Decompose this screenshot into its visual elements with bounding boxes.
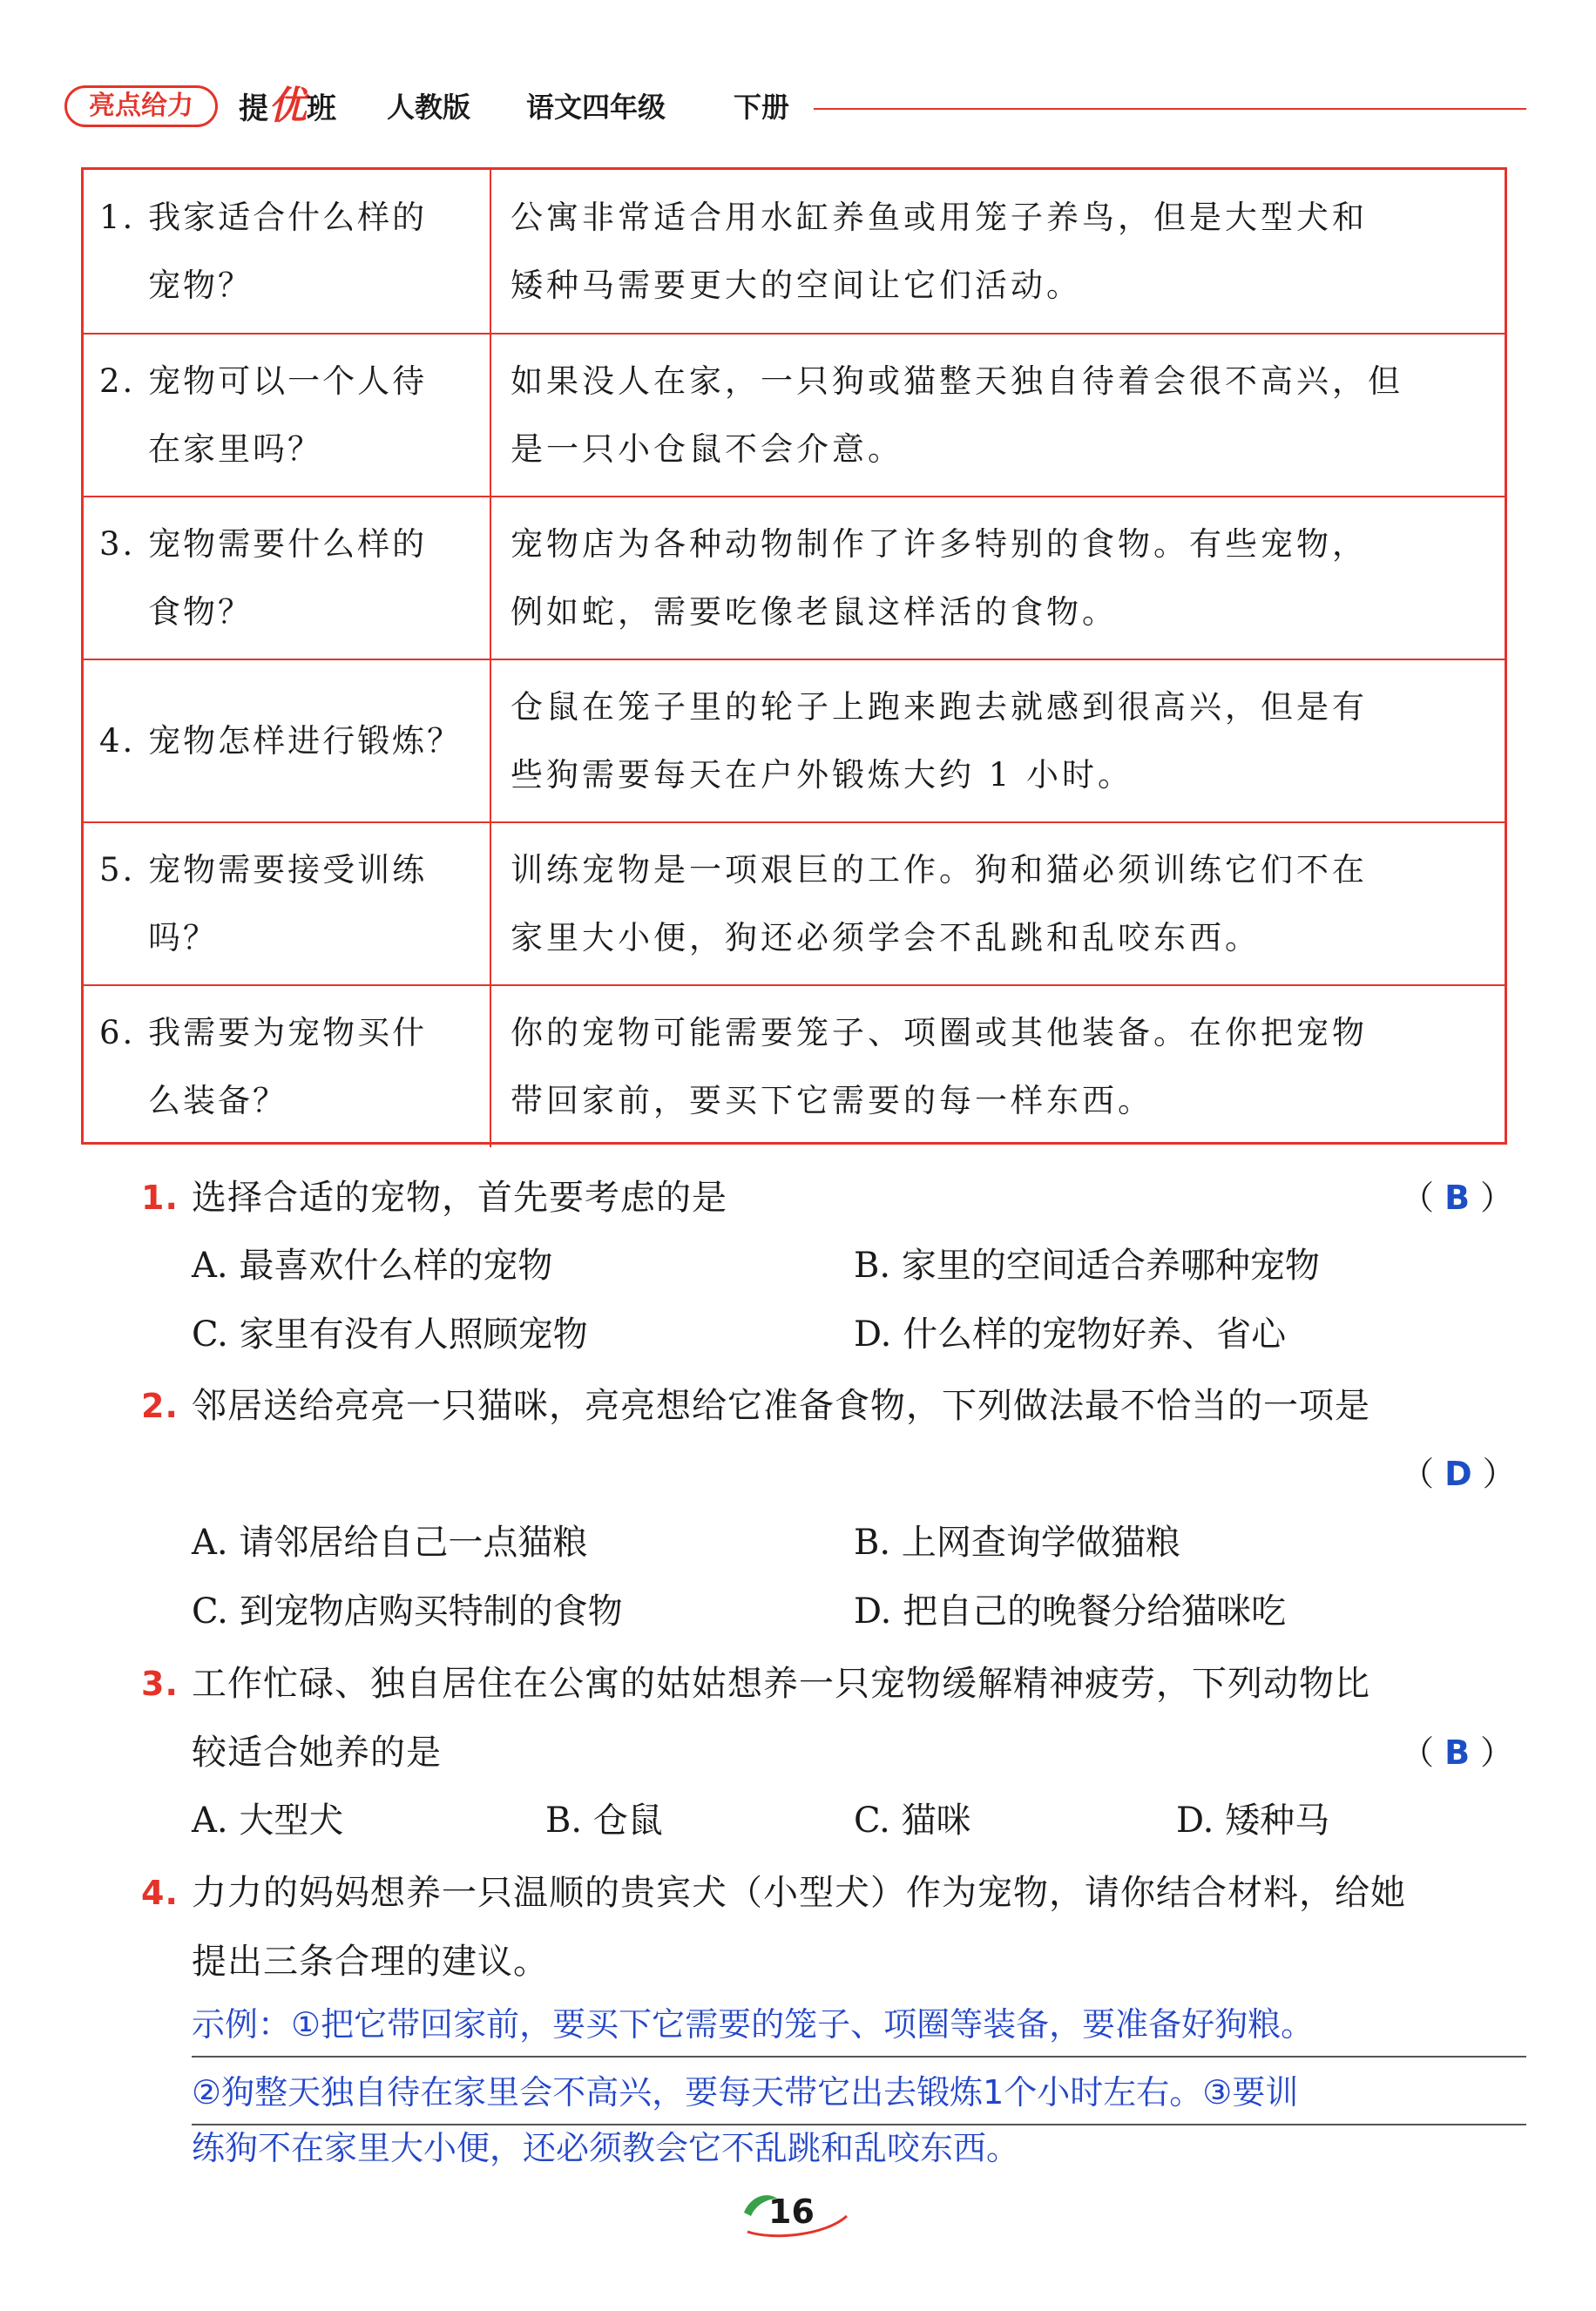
question-line: 2. 宠物可以一个人待 [99, 362, 428, 400]
table-row [84, 496, 1505, 659]
answer-bracket: （ [1401, 1733, 1435, 1772]
question-line: 么装备？ [148, 1081, 287, 1119]
option-a: A. 最喜欢什么样的宠物 [192, 1246, 553, 1286]
table-question-cell [84, 497, 491, 659]
example-answer-line: ②狗整天独自待在家里会不高兴，要每天带它出去锻炼1个小时左右。③要训 [192, 2073, 1299, 2112]
table-answer-cell [491, 986, 1505, 1147]
question-number: 1. [141, 1179, 179, 1217]
question-number: 2. [141, 1387, 179, 1425]
answer-letter: D [1444, 1455, 1472, 1493]
option-d: D. 矮种马 [1176, 1801, 1330, 1841]
question-line: 食物？ [148, 592, 253, 631]
example-answer-line: 示例：①把它带回家前，要买下它需要的笼子、项圈等装备，要准备好狗粮。 [192, 2005, 1315, 2044]
answer-line: 例如蛇，需要吃像老鼠这样活的食物。 [511, 592, 1118, 631]
answer-line: 你的宠物可能需要笼子、项圈或其他装备。在你把宠物 [511, 1013, 1368, 1051]
answer-bracket: ） [1482, 1455, 1516, 1493]
answer-slot-2 [1401, 1448, 1532, 1500]
answer-line: 带回家前，要买下它需要的每一样东西。 [511, 1081, 1153, 1119]
option-a: A. 请邻居给自己一点猫粮 [192, 1523, 588, 1563]
brand-accent: 优 [268, 84, 307, 128]
answer-bracket: （ [1401, 1179, 1435, 1217]
option-a: A. 大型犬 [192, 1801, 344, 1841]
question-line: 在家里吗？ [148, 429, 322, 468]
question-text: 提出三条合理的建议。 [192, 1942, 549, 1982]
answer-rule [192, 2056, 1526, 2058]
answer-line: 些狗需要每天在户外锻炼大约 1 小时。 [511, 755, 1134, 794]
question-number: 3. [141, 1665, 179, 1703]
edition-label: 人教版 [387, 91, 471, 124]
option-c: C. 家里有没有人照顾宠物 [192, 1314, 588, 1355]
volume-label: 下册 [734, 91, 790, 124]
question-line: 宠物？ [148, 266, 253, 304]
subject-label: 语文四年级 [526, 91, 666, 124]
table-question-cell [84, 986, 491, 1147]
option-c: C. 到宠物店购买特制的食物 [192, 1591, 623, 1632]
question-line: 1. 我家适合什么样的 [99, 198, 428, 236]
page-number [739, 2186, 852, 2239]
option-b: B. 上网查询学做猫粮 [854, 1523, 1180, 1563]
question-text: 较适合她养的是 [192, 1733, 442, 1773]
answer-bracket: （ [1401, 1455, 1435, 1493]
table-row [84, 333, 1505, 496]
table-row [84, 659, 1505, 821]
answer-line: 宠物店为各种动物制作了许多特别的食物。有些宠物， [511, 524, 1368, 563]
answer-bracket: ） [1480, 1179, 1514, 1217]
table-row [84, 170, 1505, 333]
example-answer-line: 练狗不在家里大小便，还必须教会它不乱跳和乱咬东西。 [192, 2129, 1020, 2167]
answer-letter: B [1444, 1179, 1471, 1217]
question-line: 4. 宠物怎样进行锻炼？ [99, 721, 463, 760]
table-answer-cell [491, 823, 1505, 984]
series-badge: 亮点给力 [64, 85, 218, 127]
page-header [64, 82, 1526, 134]
header-rule [814, 108, 1526, 110]
answer-line: 是一只小仓鼠不会介意。 [511, 429, 903, 468]
option-c: C. 猫咪 [854, 1801, 971, 1841]
table-row [84, 821, 1505, 984]
answer-line: 矮种马需要更大的空间让它们活动。 [511, 266, 1082, 304]
question-text: 邻居送给亮亮一只猫咪，亮亮想给它准备食物，下列做法最不恰当的一项是 [192, 1386, 1370, 1426]
page-number-text: 16 [768, 2193, 815, 2231]
answer-bracket: ） [1480, 1733, 1514, 1772]
table-answer-cell [491, 497, 1505, 659]
brand-suffix: 班 [307, 91, 336, 126]
option-b: B. 家里的空间适合养哪种宠物 [854, 1246, 1320, 1286]
brand-prefix: 提 [239, 91, 268, 126]
answer-line: 家里大小便，狗还必须学会不乱跳和乱咬东西。 [511, 918, 1261, 956]
question-text: 选择合适的宠物，首先要考虑的是 [192, 1178, 727, 1218]
table-question-cell [84, 823, 491, 984]
reading-material-table [81, 167, 1507, 1145]
table-question-cell [84, 660, 491, 821]
question-text: 力力的妈妈想养一只温顺的贵宾犬（小型犬）作为宠物，请你结合材料，给她 [192, 1873, 1406, 1913]
answer-line: 仓鼠在笼子里的轮子上跑来跑去就感到很高兴，但是有 [511, 687, 1368, 726]
question-line: 3. 宠物需要什么样的 [99, 524, 428, 563]
brand-title [239, 84, 336, 132]
answer-line: 训练宠物是一项艰巨的工作。狗和猫必须训练它们不在 [511, 850, 1368, 889]
question-line: 5. 宠物需要接受训练 [99, 850, 428, 889]
table-answer-cell [491, 660, 1505, 821]
table-row [84, 984, 1505, 1147]
answer-line: 公寓非常适合用水缸养鱼或用笼子养鸟，但是大型犬和 [511, 198, 1368, 236]
answer-letter: B [1444, 1733, 1471, 1772]
table-question-cell [84, 170, 491, 333]
option-d: D. 把自己的晚餐分给猫咪吃 [854, 1591, 1287, 1632]
option-d: D. 什么样的宠物好养、省心 [854, 1314, 1287, 1355]
option-b: B. 仓鼠 [545, 1801, 663, 1841]
answer-slot-1 [1401, 1172, 1532, 1224]
table-answer-cell [491, 334, 1505, 496]
question-number: 4. [141, 1874, 179, 1912]
answer-slot-3 [1401, 1726, 1532, 1779]
question-line: 6. 我需要为宠物买什 [99, 1013, 428, 1051]
question-line: 吗？ [148, 918, 218, 956]
table-question-cell [84, 334, 491, 496]
answer-line: 如果没人在家，一只狗或猫整天独自待着会很不高兴，但 [511, 362, 1403, 400]
question-text: 工作忙碌、独自居住在公寓的姑姑想养一只宠物缓解精神疲劳，下列动物比 [192, 1664, 1370, 1704]
table-answer-cell [491, 170, 1505, 333]
